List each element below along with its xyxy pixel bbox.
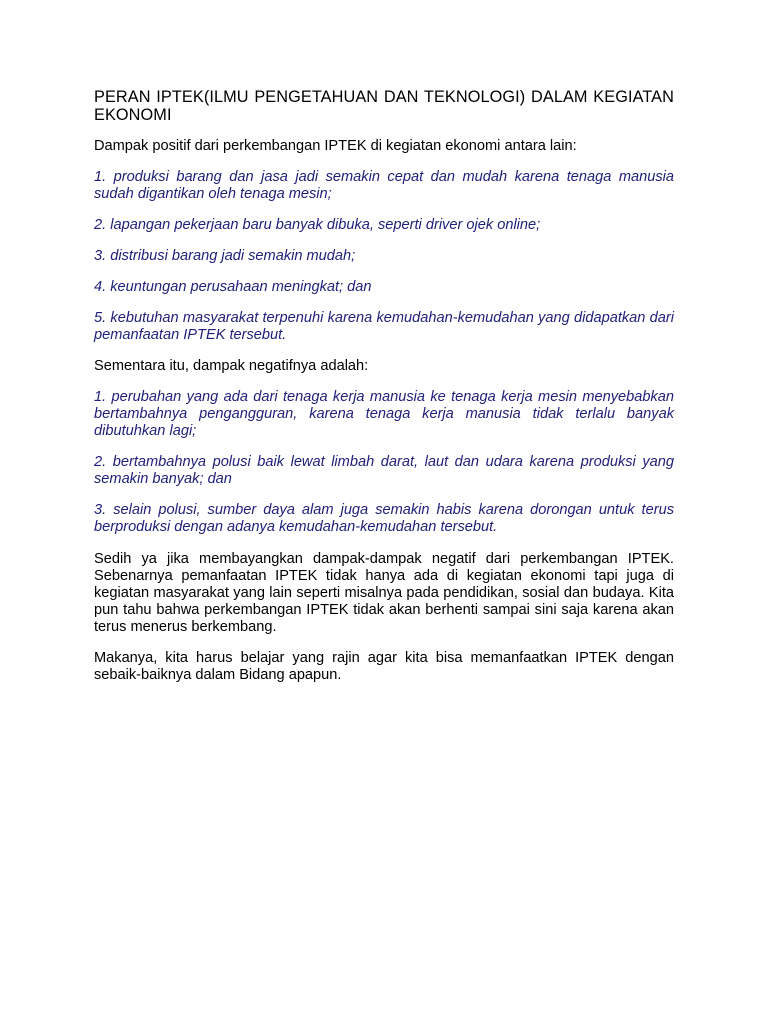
negative-impact-item-1: 1. perubahan yang ada dari tenaga kerja manusia ke tenaga kerja mesin menyebabkan bertambahnya pengangguran, karena tenaga kerja manusia tidak terlalu banyak dibutuhkan lagi; [94, 389, 674, 439]
negative-impact-item-3: 3. selain polusi, sumber daya alam juga semakin habis karena dorongan untuk terus berproduksi dengan adanya kemudahan-kemudahan tersebut. [94, 502, 674, 535]
document-content [94, 88, 674, 698]
positive-impact-item-5: 5. kebutuhan masyarakat terpenuhi karena kemudahan-kemudahan yang didapatkan dari pemanfaatan IPTEK tersebut. [94, 310, 674, 343]
positive-impact-item-4: 4. keuntungan perusahaan meningkat; dan [94, 279, 372, 295]
closing-paragraph-1: Sedih ya jika membayangkan dampak-dampak negatif dari perkembangan IPTEK. Sebenarnya pemanfaatan IPTEK tidak hanya ada di kegiatan ekonomi tapi juga di kegiatan masyarakat yang lain seperti misalnya pada pendidikan, sosial dan budaya. Kita pun tahu bahwa perkembangan IPTEK tidak akan berhenti sampai sini saja karena akan terus menerus berkembang. [94, 551, 674, 635]
document-title: PERAN IPTEK(ILMU PENGETAHUAN DAN TEKNOLOGI) DALAM KEGIATAN EKONOMI [94, 88, 674, 124]
positive-impact-item-2: 2. lapangan pekerjaan baru banyak dibuka, seperti driver ojek online; [94, 217, 541, 233]
positive-impact-list [94, 169, 674, 344]
positive-impact-intro: Dampak positif dari perkembangan IPTEK di kegiatan ekonomi antara lain: [94, 138, 577, 154]
negative-impact-list [94, 389, 674, 536]
closing-paragraph-2: Makanya, kita harus belajar yang rajin agar kita bisa memanfaatkan IPTEK dengan sebaik-baiknya dalam Bidang apapun. [94, 650, 674, 683]
negative-impact-item-2: 2. bertambahnya polusi baik lewat limbah darat, laut dan udara karena produksi yang semakin banyak; dan [94, 454, 674, 487]
positive-impact-item-3: 3. distribusi barang jadi semakin mudah; [94, 248, 356, 264]
positive-impact-item-1: 1. produksi barang dan jasa jadi semakin cepat dan mudah karena tenaga manusia sudah digantikan oleh tenaga mesin; [94, 169, 674, 202]
negative-impact-intro: Sementara itu, dampak negatifnya adalah: [94, 358, 369, 374]
